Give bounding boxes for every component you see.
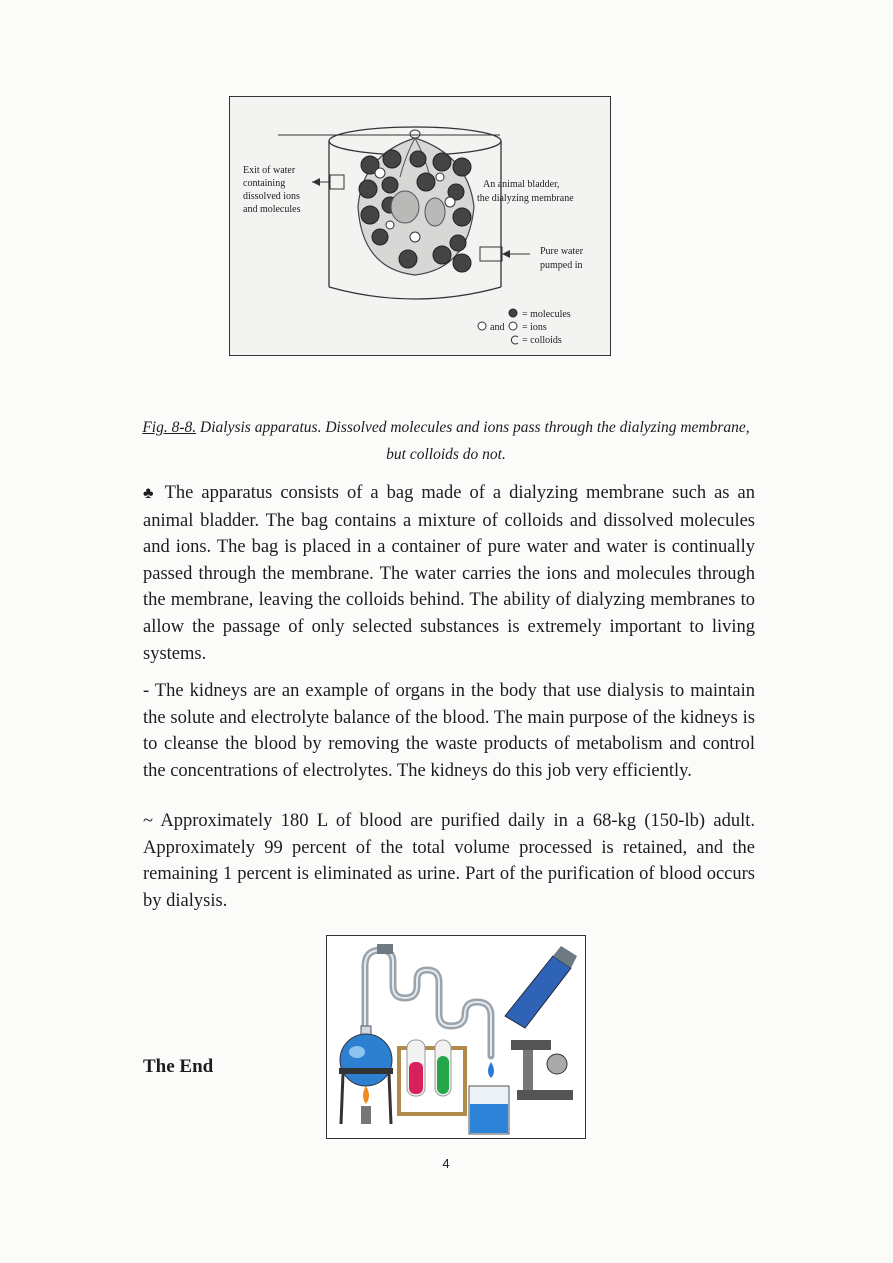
label-exit-1: Exit of water <box>243 165 296 176</box>
legend-molecules: = molecules <box>522 309 571 320</box>
paragraph-blood-purification: ~ Approximately 180 L of blood are purified daily in a 68-kg (150-lb) adult. Approximately 99 percent of the total volume processed is retained, and the remaining 1 percent is eliminated as urine. Part of the purification of blood occurs by dialysis. <box>143 811 755 911</box>
label-exit-2: containing <box>243 178 286 189</box>
club-bullet-icon: ♣ <box>143 485 157 502</box>
legend-ions: = ions <box>522 322 547 333</box>
figure-caption <box>140 414 752 468</box>
negative-ion-legend-icon <box>509 322 517 330</box>
figure-reference: Fig. 8-8. <box>142 419 197 436</box>
label-exit-3: dissolved ions <box>243 191 300 202</box>
the-end-heading: The End <box>143 1056 214 1077</box>
paragraph-apparatus <box>143 480 755 667</box>
legend-ions-prefix: and <box>490 322 505 333</box>
paragraph-kidneys: - The kidneys are an example of organs in the body that use dialysis to maintain the solute and electrolyte balance of the blood. The main purpose of the kidneys is to cleanse the blood by removing the waste products of metabolism and control the concentrations of electrolytes. The kidneys do this job very efficiently. <box>143 681 755 781</box>
label-exit-4: and molecules <box>243 204 301 215</box>
lab-equipment-image <box>327 936 585 1138</box>
caption-text: Dialysis apparatus. Dissolved molecules and ions pass through the dialyzing membrane, but colloids do not. <box>196 419 750 463</box>
label-pure-water-1: Pure water <box>540 246 584 257</box>
legend-colloids: = colloids <box>522 335 562 346</box>
colloid-legend-icon <box>511 336 518 344</box>
label-bladder-1: An animal bladder, <box>483 179 560 190</box>
label-pure-water-2: pumped in <box>540 260 583 271</box>
dialysis-apparatus-diagram <box>230 97 610 355</box>
paragraph-apparatus-text: The apparatus consists of a bag made of a dialyzing membrane such as an animal bladder. The bag contains a mixture of colloids and dissolved molecules and ions. The bag is placed in a container of pure water and water is continually passed through the membrane. The water carries the ions and molecules through the membrane, leaving the colloids behind. The ability of dialyzing membranes to allow the passage of only selected substances is extremely important to living systems. <box>143 483 756 664</box>
dialysis-figure <box>229 96 611 356</box>
label-bladder-2: the dialyzing membrane <box>477 193 574 204</box>
laboratory-illustration <box>326 935 586 1139</box>
positive-ion-legend-icon <box>478 322 486 330</box>
molecule-legend-icon <box>509 309 517 317</box>
page-number: 4 <box>442 1156 450 1171</box>
